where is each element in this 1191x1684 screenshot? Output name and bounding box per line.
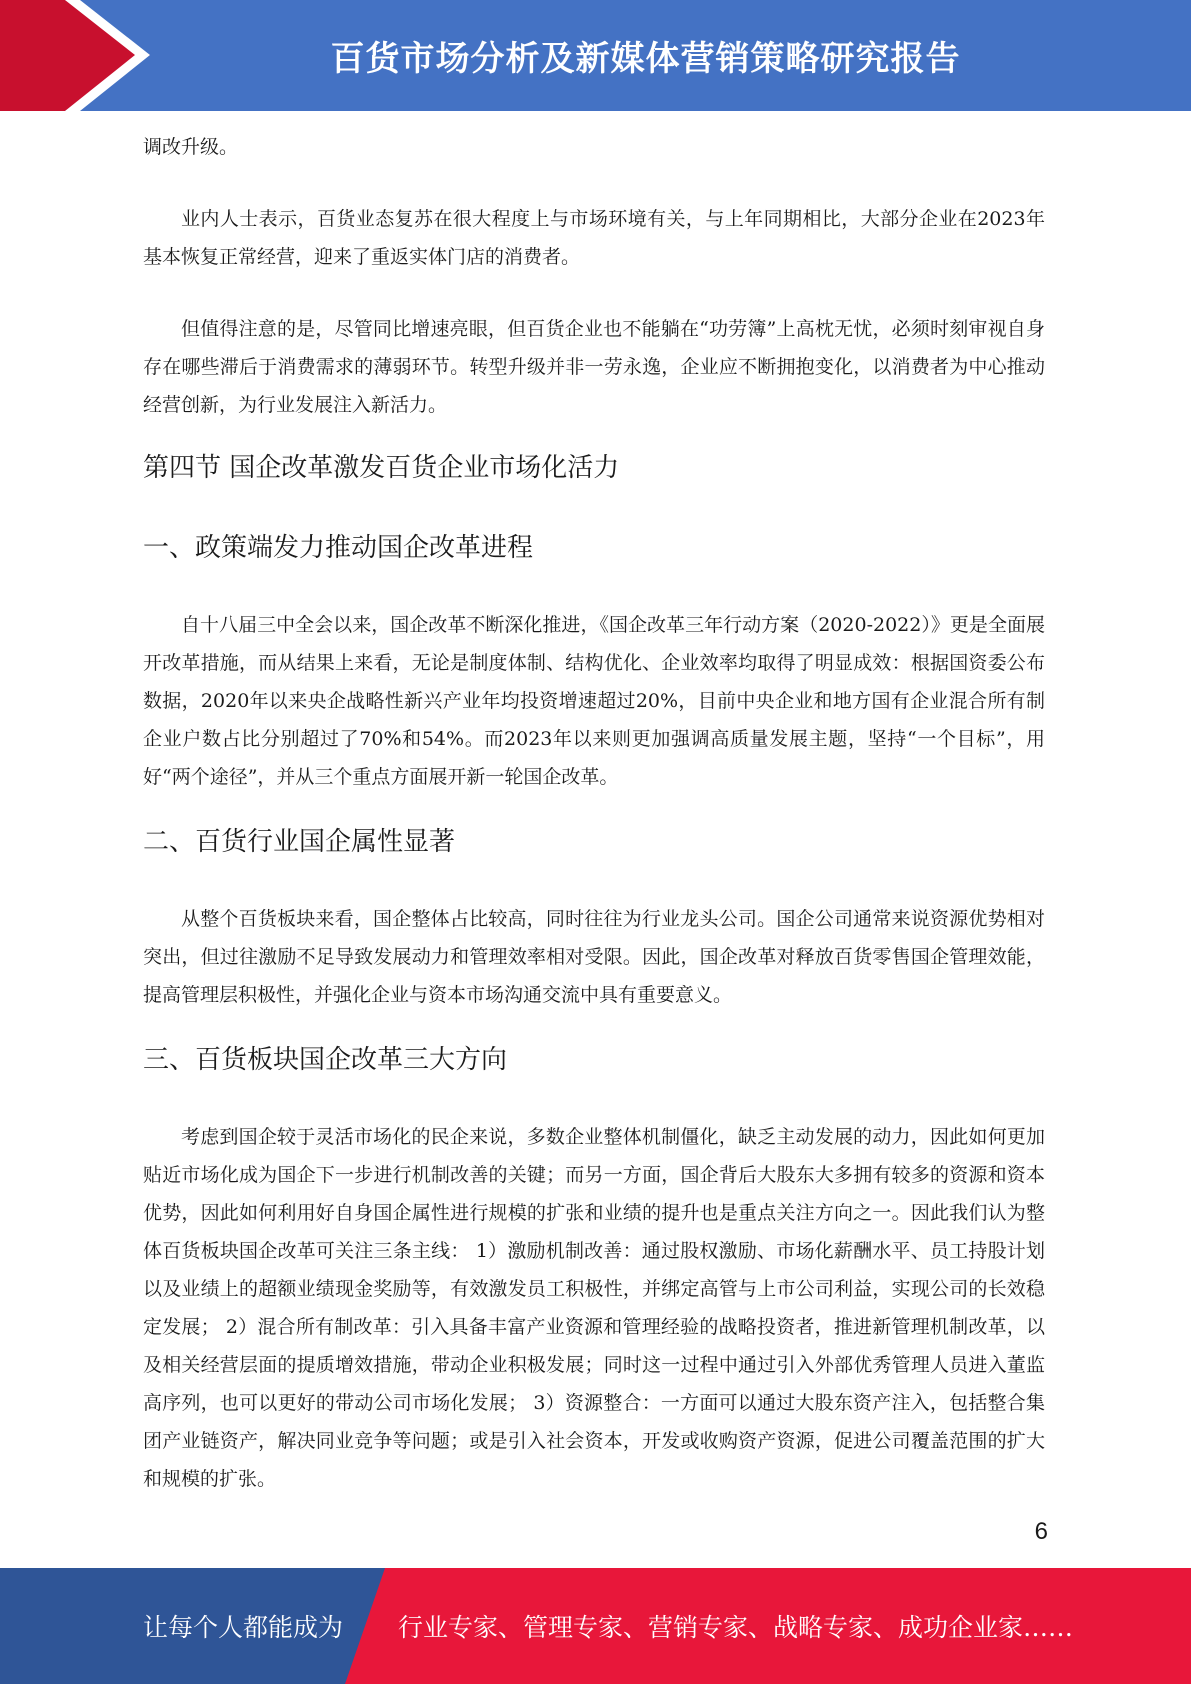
paragraph-policy: 自十八届三中全会以来，国企改革不断深化推进，《国企改革三年行动方案（2020-2022）》更是全面展开改革措施，而从结果上来看，无论是制度体制、结构优化、企业效率均取得了明显成效：根据国资委公布数据，2020年以来央企战略性新兴产业年均投资增速超过20%，目前中央企业和地方国有企业混合所有制企业户数占比分别超过了70%和54%。而2023年以来则更加强调高质量发展主题，坚持“一个目标”，用好“两个途径”，并从三个重点方面展开新一轮国企改革。 <box>143 614 1045 788</box>
paragraph-state-owned: 从整个百货板块来看，国企整体占比较高，同时往往为行业龙头公司。国企公司通常来说资源优势相对突出，但过往激励不足导致发展动力和管理效率相对受限。因此，国企改革对释放百货零售国企管理效能，提高管理层积极性，并强化企业与资本市场沟通交流中具有重要意义。 <box>143 908 1045 1006</box>
document-body <box>143 128 1045 1532</box>
header-arrow-decoration <box>0 0 160 111</box>
subheading-three-directions: 三、百货板块国企改革三大方向 <box>143 1045 508 1075</box>
footer-slogan-left: 让每个人都能成为 <box>143 1613 344 1642</box>
paragraph-industry-recovery: 业内人士表示，百货业态复苏在很大程度上与市场环境有关，与上年同期相比，大部分企业在2023年基本恢复正常经营，迎来了重返实体门店的消费者。 <box>143 208 1045 268</box>
footer-slogan-right: 行业专家、管理专家、营销专家、战略专家、成功企业家…… <box>398 1613 1074 1642</box>
report-title: 百货市场分析及新媒体营销策略研究报告 <box>330 39 961 79</box>
page-number: 6 <box>1034 1518 1048 1545</box>
subheading-policy: 一、政策端发力推动国企改革进程 <box>143 533 534 563</box>
paragraph-continuation: 调改升级。 <box>143 136 239 158</box>
paragraph-transformation: 但值得注意的是，尽管同比增速亮眼，但百货企业也不能躺在“功劳簿”上高枕无忧，必须时刻审视自身存在哪些滞后于消费需求的薄弱环节。转型升级并非一劳永逸，企业应不断拥抱变化，以消费者为中心推动经营创新，为行业发展注入新活力。 <box>143 318 1045 416</box>
report-footer <box>0 1568 1191 1684</box>
report-header <box>0 0 1191 111</box>
paragraph-three-directions: 考虑到国企较于灵活市场化的民企来说，多数企业整体机制僵化，缺乏主动发展的动力，因此如何更加贴近市场化成为国企下一步进行机制改善的关键；而另一方面，国企背后大股东大多拥有较多的资源和资本优势，因此如何利用好自身国企属性进行规模的扩张和业绩的提升也是重点关注方向之一。因此我们认为整体百货板块国企改革可关注三条主线： 1）激励机制改善：通过股权激励、市场化薪酬水平、员工持股计划以及业绩上的超额业绩现金奖励等，有效激发员工积极性，并绑定高管与上市公司利益，实现公司的长效稳定发展； 2）混合所有制改革：引入具备丰富产业资源和管理经验的战略投资者，推进新管理机制改革，以及相关经营层面的提质增效措施，带动企业积极发展；同时这一过程中通过引入外部优秀管理人员进入董监高序列，也可以更好的带动公司市场化发展； 3）资源整合：一方面可以通过大股东资产注入，包括整合集团产业链资产，解决同业竞争等问题；或是引入社会资本，开发或收购资产资源，促进公司覆盖范围的扩大和规模的扩张。 <box>143 1126 1045 1490</box>
subheading-state-owned: 二、百货行业国企属性显著 <box>143 827 456 857</box>
section-heading: 第四节 国企改革激发百货企业市场化活力 <box>143 453 620 483</box>
